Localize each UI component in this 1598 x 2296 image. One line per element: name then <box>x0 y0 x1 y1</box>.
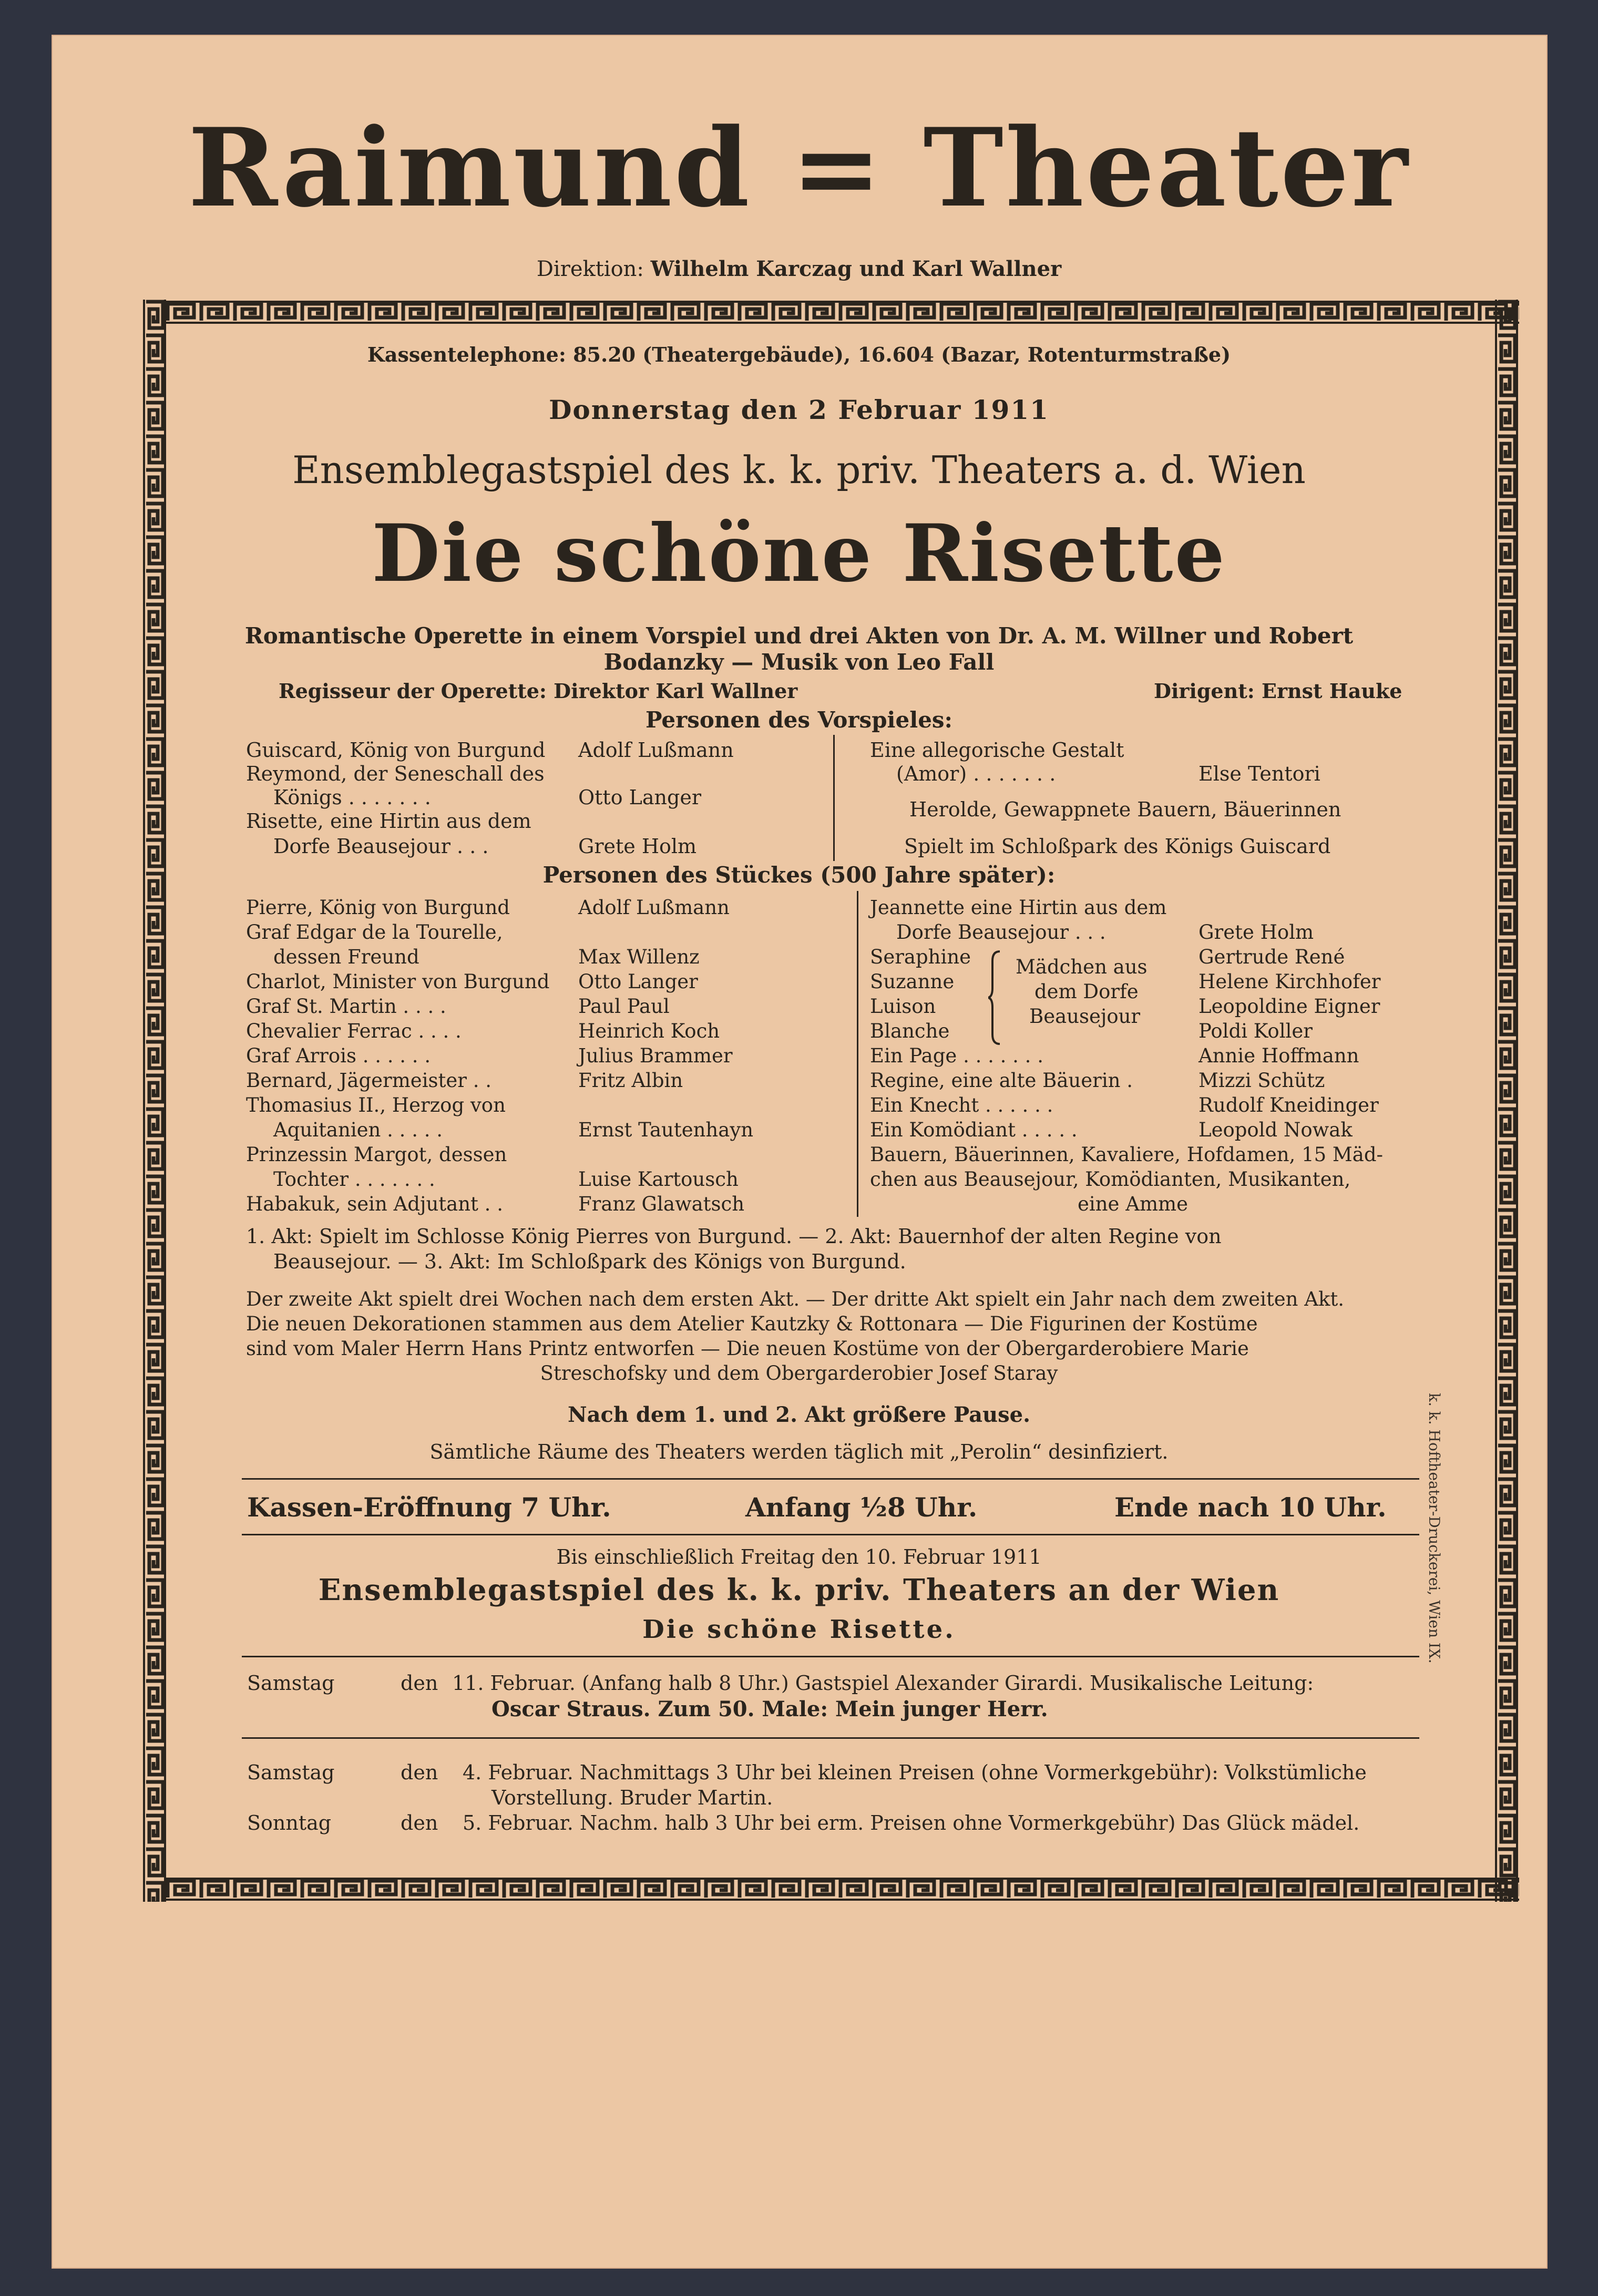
upcoming-title: Die schöne Risette. <box>642 1615 956 1644</box>
conductor-credit: Dirigent: Ernst Hauke <box>1154 679 1402 703</box>
schedule-text: 4. Februar. Nachmittags 3 Uhr bei kleinen Preisen (ohne Vormerkgebühr): Volkstümliche <box>463 1761 1367 1784</box>
prelude-setting: Spielt im Schloßpark des Königs Guiscard <box>904 835 1331 858</box>
prelude-role: Dorfe Beausejour . . . <box>273 835 489 858</box>
play-actor: Ernst Tautenhayn <box>578 1119 754 1141</box>
play-actor: Helene Kirchhofer <box>1198 970 1381 993</box>
play-actor: Julius Brammer <box>578 1044 733 1067</box>
disinfection-notice: Sämtliche Räume des Theaters werden täglich mit „Perolin“ desinfiziert. <box>429 1440 1169 1463</box>
play-role: Pierre, König von Burgund <box>246 896 510 919</box>
play-divider <box>857 891 858 1217</box>
play-role: Ein Page . . . . . . . <box>870 1044 1043 1067</box>
direction-line <box>0 257 1598 281</box>
play-actor: Leopold Nowak <box>1198 1119 1353 1141</box>
pause-notice: Nach dem 1. und 2. Akt größere Pause. <box>568 1402 1030 1427</box>
play-extras: chen aus Beausejour, Komödianten, Musikanten, <box>870 1168 1351 1191</box>
play-actor: Heinrich Koch <box>578 1020 720 1042</box>
play-role: Habakuk, sein Adjutant . . <box>246 1193 503 1215</box>
notes-line: Streschofsky und dem Obergarderobier Josef Staray <box>540 1362 1058 1385</box>
prelude-heading: Personen des Vorspieles: <box>645 707 953 733</box>
play-actor: Max Willenz <box>578 946 700 968</box>
guest-performance-line: Ensemblegastspiel des k. k. priv. Theaters a. d. Wien <box>292 448 1306 492</box>
direction-names: Wilhelm Karczag und Karl Wallner <box>650 257 1062 281</box>
subtitle-line-2: Bodanzky — Musik von Leo Fall <box>603 649 995 675</box>
prelude-divider <box>833 735 835 861</box>
play-role: Aquitanien . . . . . <box>273 1119 443 1141</box>
performance-date: Donnerstag den 2 Februar 1911 <box>549 394 1049 425</box>
play-role: Luison <box>870 995 936 1018</box>
box-office-time: Kassen-Eröffnung 7 Uhr. <box>247 1492 611 1523</box>
play-role: Graf St. Martin . . . . <box>246 995 446 1018</box>
greek-key-border-top <box>166 300 1519 325</box>
schedule-text: Oscar Straus. Zum 50. Male: Mein junger Herr. <box>491 1697 1048 1721</box>
play-role: Seraphine <box>870 946 971 968</box>
play-actor: Paul Paul <box>578 995 670 1018</box>
play-role: Graf Arrois . . . . . . <box>246 1044 431 1067</box>
schedule-den: den <box>401 1761 438 1784</box>
play-role: Dorfe Beausejour . . . <box>896 921 1106 944</box>
play-actor: Rudolf Kneidinger <box>1198 1094 1379 1116</box>
notes-line: Der zweite Akt spielt drei Wochen nach dem ersten Akt. — Der dritte Akt spielt ein Jahr nach dem zweiten Akt. <box>246 1288 1345 1310</box>
play-actor: Gertrude René <box>1198 946 1345 968</box>
start-time: Anfang ½8 Uhr. <box>745 1492 978 1523</box>
play-actor: Luise Kartousch <box>578 1168 739 1191</box>
play-role: Prinzessin Margot, dessen <box>246 1143 507 1166</box>
subtitle-line-1: Romantische Operette in einem Vorspiel und drei Akten von Dr. A. M. Willner und Robert <box>244 623 1354 649</box>
play-role: Graf Edgar de la Tourelle, <box>246 921 503 944</box>
schedule-den: den <box>401 1811 438 1834</box>
play-extras: eine Amme <box>1078 1193 1189 1215</box>
acts-line-2: Beausejour. — 3. Akt: Im Schloßpark des Königs von Burgund. <box>273 1250 906 1273</box>
play-role: Jeannette eine Hirtin aus dem <box>870 896 1167 919</box>
prelude-actor: Grete Holm <box>578 835 697 858</box>
play-actor: Otto Langer <box>578 970 698 993</box>
play-role: Bernard, Jägermeister . . <box>246 1069 492 1092</box>
maidens-group-label: Mädchen aus <box>1016 956 1148 978</box>
prelude-role: Eine allegorische Gestalt <box>870 739 1124 762</box>
play-actor: Franz Glawatsch <box>578 1193 745 1215</box>
divider <box>242 1478 1419 1480</box>
director-credit: Regisseur der Operette: Direktor Karl Wallner <box>279 679 798 703</box>
maidens-group-label: Beausejour <box>1029 1005 1141 1028</box>
play-actor: Grete Holm <box>1198 921 1314 944</box>
divider <box>242 1737 1419 1739</box>
play-actor: Mizzi Schütz <box>1198 1069 1325 1092</box>
prelude-role: Königs . . . . . . . <box>273 786 431 809</box>
prelude-actor: Adolf Lußmann <box>578 739 734 762</box>
printer-imprint: k. k. Hoftheater-Druckerei, Wien IX. <box>1426 1393 1443 1664</box>
schedule-text: Vorstellung. Bruder Martin. <box>491 1786 773 1809</box>
prelude-role: Risette, eine Hirtin aus dem <box>246 809 531 833</box>
play-role: Ein Knecht . . . . . . <box>870 1094 1053 1116</box>
play-role: dessen Freund <box>273 946 419 968</box>
play-role: Suzanne <box>870 970 955 993</box>
schedule-day: Samstag <box>247 1672 335 1695</box>
play-actor: Fritz Albin <box>578 1069 683 1092</box>
play-role: Charlot, Minister von Burgund <box>246 970 550 993</box>
play-role: Ein Komödiant . . . . . <box>870 1119 1078 1141</box>
prelude-actor: Else Tentori <box>1198 762 1320 785</box>
play-actor: Adolf Lußmann <box>578 896 730 919</box>
divider <box>242 1534 1419 1535</box>
play-actor: Leopoldine Eigner <box>1198 995 1380 1018</box>
play-role: Tochter . . . . . . . <box>273 1168 435 1191</box>
maidens-group-label: dem Dorfe <box>1034 980 1139 1003</box>
telephone-line: Kassentelephone: 85.20 (Theatergebäude), 16.604 (Bazar, Rotenturmstraße) <box>367 343 1231 366</box>
greek-key-border-bottom <box>166 1877 1519 1902</box>
prelude-actor: Otto Langer <box>578 786 701 809</box>
schedule-den: den <box>401 1672 438 1695</box>
play-extras: Bauern, Bäuerinnen, Kavaliere, Hofdamen, 15 Mäd- <box>870 1143 1384 1166</box>
maidens-brace <box>988 950 1004 1045</box>
play-role: Chevalier Ferrac . . . . <box>246 1020 462 1042</box>
upcoming-guest: Ensemblegastspiel des k. k. priv. Theaters an der Wien <box>318 1573 1280 1607</box>
prelude-extras: Herolde, Gewappnete Bauern, Bäuerinnen <box>909 798 1341 821</box>
play-role: Thomasius II., Herzog von <box>246 1094 506 1116</box>
schedule-day: Samstag <box>247 1761 335 1784</box>
prelude-role: (Amor) . . . . . . . <box>896 762 1056 785</box>
play-heading: Personen des Stückes (500 Jahre später): <box>542 862 1056 888</box>
schedule-text: 11. Februar. (Anfang halb 8 Uhr.) Gastspiel Alexander Girardi. Musikalische Leitung: <box>452 1672 1314 1695</box>
play-role: Regine, eine alte Bäuerin . <box>870 1069 1133 1092</box>
schedule-text: 5. Februar. Nachm. halb 3 Uhr bei erm. Preisen ohne Vormerkgebühr) Das Glück mädel. <box>463 1811 1360 1834</box>
end-time: Ende nach 10 Uhr. <box>1114 1492 1387 1523</box>
theater-name: Raimund = Theater <box>188 105 1410 231</box>
notes-line: Die neuen Dekorationen stammen aus dem Atelier Kautzky & Rottonara — Die Figurinen der Kostüme <box>246 1313 1258 1335</box>
play-role: Blanche <box>870 1020 950 1042</box>
upcoming-intro: Bis einschließlich Freitag den 10. Februar 1911 <box>556 1545 1042 1569</box>
prelude-role: Reymond, der Seneschall des <box>246 762 545 785</box>
play-actor: Annie Hoffmann <box>1198 1044 1359 1067</box>
prelude-role: Guiscard, König von Burgund <box>246 739 546 762</box>
play-actor: Poldi Koller <box>1198 1020 1313 1042</box>
schedule-day: Sonntag <box>247 1811 332 1834</box>
operetta-title: Die schöne Risette <box>372 507 1226 600</box>
direction-prefix: Direktion: <box>536 257 644 281</box>
notes-line: sind vom Maler Herrn Hans Printz entworfen — Die neuen Kostüme von der Obergarderobiere Marie <box>246 1337 1249 1360</box>
divider <box>242 1656 1419 1657</box>
acts-line-1: 1. Akt: Spielt im Schlosse König Pierres von Burgund. — 2. Akt: Bauernhof der alten Regine von <box>246 1225 1222 1248</box>
